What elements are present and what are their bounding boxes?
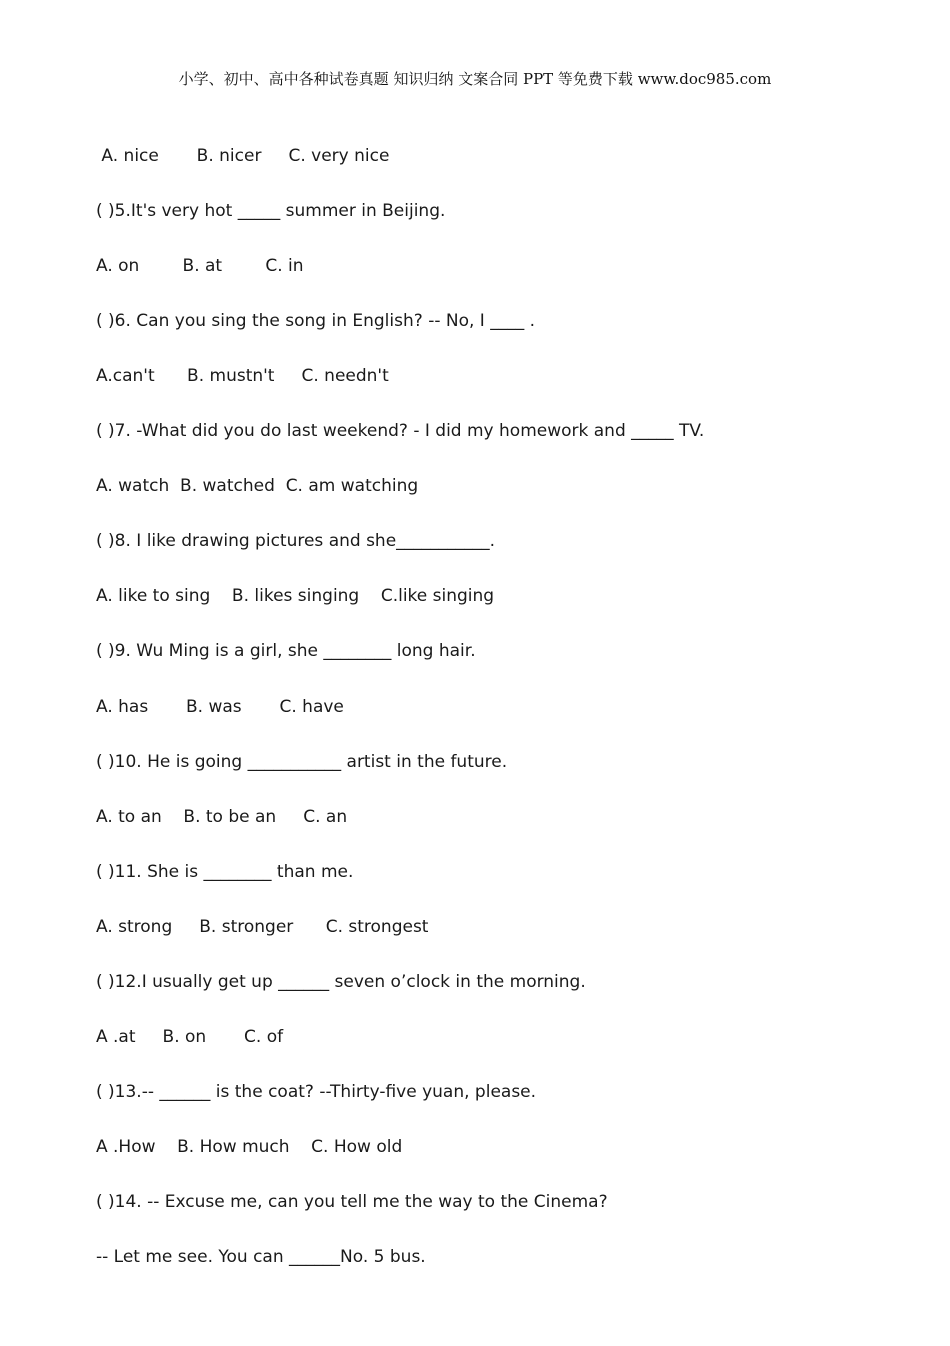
q13-options: A .How B. How much C. How old [96, 1137, 403, 1157]
q6-options: A.can't B. mustn't C. needn't [96, 366, 389, 386]
q12-options: A .at B. on C. of [96, 1027, 284, 1047]
q7-question: ( )7. -What did you do last weekend? - I did my homework and _____ TV. [96, 421, 705, 441]
q9-options: A. has B. was C. have [96, 697, 344, 717]
q8-options: A. like to sing B. likes singing C.like singing [96, 586, 495, 606]
q11-question: ( )11. She is ________ than me. [96, 862, 354, 882]
page-header: 小学、初中、高中各种试卷真题 知识归纳 文案合同 PPT 等免费下载 www.doc985.com [178, 70, 772, 88]
q10-question: ( )10. He is going ___________ artist in the future. [96, 752, 508, 772]
q8-question: ( )8. I like drawing pictures and she___________. [96, 531, 496, 551]
q13-question: ( )13.-- ______ is the coat? --Thirty-five yuan, please. [96, 1082, 537, 1102]
q5-options: A. on B. at C. in [96, 256, 304, 276]
q14-question: ( )14. -- Excuse me, can you tell me the way to the Cinema? [96, 1192, 608, 1212]
q6-question: ( )6. Can you sing the song in English? -- No, I ____ . [96, 311, 536, 331]
q7-options: A. watch B. watched C. am watching [96, 476, 419, 496]
q14-dialogue: -- Let me see. You can ______No. 5 bus. [96, 1247, 426, 1267]
q12-question: ( )12.I usually get up ______ seven o’clock in the morning. [96, 972, 586, 992]
q10-options: A. to an B. to be an C. an [96, 807, 348, 827]
q9-question: ( )9. Wu Ming is a girl, she ________ long hair. [96, 641, 476, 661]
q11-options: A. strong B. stronger C. strongest [96, 917, 429, 937]
q4-options: A. nice B. nicer C. very nice [96, 146, 390, 166]
q5-question: ( )5.It's very hot _____ summer in Beijing. [96, 201, 446, 221]
